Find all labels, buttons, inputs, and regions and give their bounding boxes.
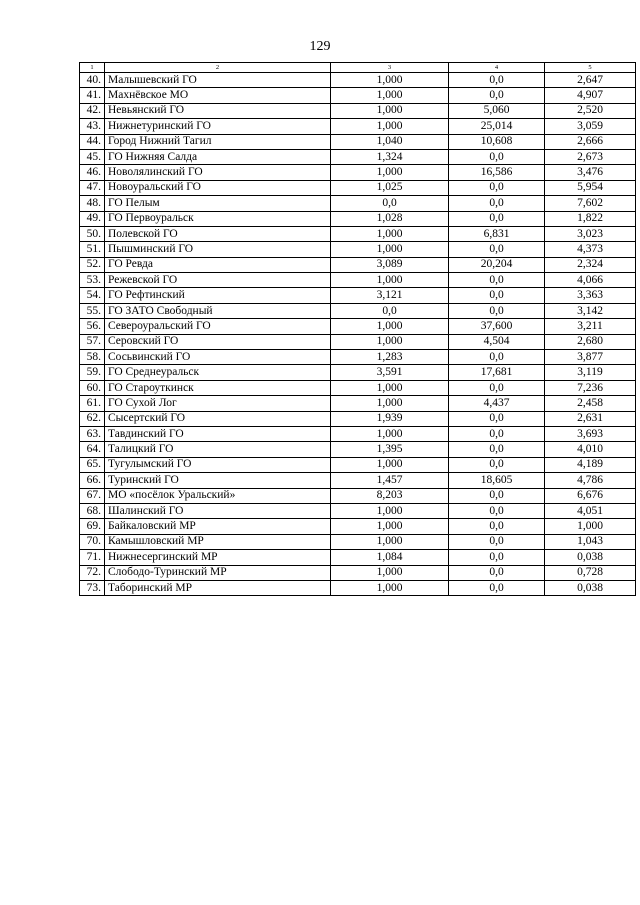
municipality-cell: Камышловский МР: [105, 534, 331, 549]
value-cell: 4,786: [545, 473, 636, 488]
row-number-cell: 48.: [80, 196, 105, 211]
row-number-cell: 46.: [80, 165, 105, 180]
municipality-cell: ГО Ревда: [105, 257, 331, 272]
table-row: [80, 580, 636, 595]
value-cell: 8,203: [331, 488, 449, 503]
table-row: [80, 550, 636, 565]
table-row: [80, 73, 636, 88]
table-row: [80, 119, 636, 134]
municipality-cell: Слободо-Туринский МР: [105, 565, 331, 580]
value-cell: 1,000: [331, 380, 449, 395]
row-number-cell: 41.: [80, 88, 105, 103]
value-cell: 6,831: [449, 226, 545, 241]
value-cell: 1,000: [331, 334, 449, 349]
value-cell: 5,954: [545, 180, 636, 195]
value-cell: 0,0: [449, 580, 545, 595]
municipality-cell: Невьянский ГО: [105, 103, 331, 118]
row-number-cell: 42.: [80, 103, 105, 118]
value-cell: 1,000: [331, 519, 449, 534]
table-row: [80, 396, 636, 411]
table-row: [80, 473, 636, 488]
table-row: [80, 334, 636, 349]
column-header: 1: [80, 63, 105, 73]
value-cell: 0,0: [449, 303, 545, 318]
municipality-cell: Талицкий ГО: [105, 442, 331, 457]
row-number-cell: 71.: [80, 550, 105, 565]
value-cell: 1,000: [331, 242, 449, 257]
row-number-cell: 59.: [80, 365, 105, 380]
row-number-cell: 62.: [80, 411, 105, 426]
value-cell: 4,051: [545, 503, 636, 518]
value-cell: 1,000: [545, 519, 636, 534]
value-cell: 0,728: [545, 565, 636, 580]
municipality-cell: Тавдинский ГО: [105, 426, 331, 441]
table-row: [80, 211, 636, 226]
value-cell: 0,0: [449, 488, 545, 503]
value-cell: 2,324: [545, 257, 636, 272]
value-cell: 3,476: [545, 165, 636, 180]
table-row: [80, 242, 636, 257]
column-header: 3: [331, 63, 449, 73]
value-cell: 6,676: [545, 488, 636, 503]
value-cell: 2,520: [545, 103, 636, 118]
row-number-cell: 50.: [80, 226, 105, 241]
value-cell: 3,693: [545, 426, 636, 441]
value-cell: 1,000: [331, 534, 449, 549]
table-row: [80, 426, 636, 441]
municipality-cell: Серовский ГО: [105, 334, 331, 349]
value-cell: 7,236: [545, 380, 636, 395]
municipality-cell: Новоуральский ГО: [105, 180, 331, 195]
table-row: [80, 226, 636, 241]
value-cell: 4,504: [449, 334, 545, 349]
value-cell: 2,458: [545, 396, 636, 411]
value-cell: 2,631: [545, 411, 636, 426]
municipality-cell: ГО Сухой Лог: [105, 396, 331, 411]
value-cell: 5,060: [449, 103, 545, 118]
value-cell: 20,204: [449, 257, 545, 272]
municipality-cell: Шалинский ГО: [105, 503, 331, 518]
value-cell: 1,000: [331, 580, 449, 595]
value-cell: 0,0: [449, 550, 545, 565]
row-number-cell: 49.: [80, 211, 105, 226]
row-number-cell: 63.: [80, 426, 105, 441]
column-header: 5: [545, 63, 636, 73]
value-cell: 17,681: [449, 365, 545, 380]
value-cell: 2,673: [545, 149, 636, 164]
row-number-cell: 73.: [80, 580, 105, 595]
municipality-cell: ГО Первоуральск: [105, 211, 331, 226]
value-cell: 4,066: [545, 273, 636, 288]
value-cell: 0,0: [449, 350, 545, 365]
value-cell: 1,000: [331, 273, 449, 288]
value-cell: 0,0: [331, 303, 449, 318]
value-cell: 1,025: [331, 180, 449, 195]
table-row: [80, 519, 636, 534]
value-cell: 1,457: [331, 473, 449, 488]
value-cell: 3,211: [545, 319, 636, 334]
row-number-cell: 70.: [80, 534, 105, 549]
row-number-cell: 44.: [80, 134, 105, 149]
row-number-cell: 45.: [80, 149, 105, 164]
row-number-cell: 64.: [80, 442, 105, 457]
municipality-cell: Байкаловский МР: [105, 519, 331, 534]
value-cell: 0,0: [449, 211, 545, 226]
value-cell: 1,000: [331, 565, 449, 580]
value-cell: 0,0: [449, 88, 545, 103]
row-number-cell: 43.: [80, 119, 105, 134]
municipality-cell: ГО Староуткинск: [105, 380, 331, 395]
municipality-cell: ГО Среднеуральск: [105, 365, 331, 380]
municipality-cell: Таборинский МР: [105, 580, 331, 595]
value-cell: 0,0: [449, 149, 545, 164]
value-cell: 0,0: [449, 519, 545, 534]
row-number-cell: 54.: [80, 288, 105, 303]
value-cell: 3,142: [545, 303, 636, 318]
row-number-cell: 60.: [80, 380, 105, 395]
municipality-cell: Город Нижний Тагил: [105, 134, 331, 149]
municipality-cell: Сысертский ГО: [105, 411, 331, 426]
table-row: [80, 273, 636, 288]
table-row: [80, 165, 636, 180]
table-row: [80, 442, 636, 457]
value-cell: 0,038: [545, 580, 636, 595]
value-cell: 1,000: [331, 503, 449, 518]
value-cell: 7,602: [545, 196, 636, 211]
value-cell: 16,586: [449, 165, 545, 180]
value-cell: 0,038: [545, 550, 636, 565]
value-cell: 18,605: [449, 473, 545, 488]
data-table: [79, 62, 636, 596]
value-cell: 0,0: [449, 442, 545, 457]
value-cell: 0,0: [449, 380, 545, 395]
table-row: [80, 350, 636, 365]
value-cell: 1,000: [331, 457, 449, 472]
table-row: [80, 88, 636, 103]
value-cell: 1,043: [545, 534, 636, 549]
value-cell: 0,0: [449, 565, 545, 580]
municipality-cell: Режевской ГО: [105, 273, 331, 288]
value-cell: 0,0: [449, 411, 545, 426]
value-cell: 1,939: [331, 411, 449, 426]
value-cell: 3,591: [331, 365, 449, 380]
value-cell: 0,0: [449, 73, 545, 88]
value-cell: 3,119: [545, 365, 636, 380]
value-cell: 37,600: [449, 319, 545, 334]
value-cell: 0,0: [449, 534, 545, 549]
table-body: [80, 73, 636, 596]
table-row: [80, 488, 636, 503]
row-number-cell: 72.: [80, 565, 105, 580]
value-cell: 3,089: [331, 257, 449, 272]
row-number-cell: 40.: [80, 73, 105, 88]
value-cell: 1,395: [331, 442, 449, 457]
table-row: [80, 365, 636, 380]
table-row: [80, 196, 636, 211]
municipality-cell: Новолялинский ГО: [105, 165, 331, 180]
municipality-cell: Полевской ГО: [105, 226, 331, 241]
value-cell: 0,0: [449, 457, 545, 472]
value-cell: 1,000: [331, 88, 449, 103]
value-cell: 1,000: [331, 73, 449, 88]
row-number-cell: 61.: [80, 396, 105, 411]
value-cell: 1,000: [331, 226, 449, 241]
value-cell: 3,877: [545, 350, 636, 365]
table-row: [80, 303, 636, 318]
table-row: [80, 534, 636, 549]
value-cell: 0,0: [331, 196, 449, 211]
row-number-cell: 55.: [80, 303, 105, 318]
table-row: [80, 319, 636, 334]
value-cell: 2,647: [545, 73, 636, 88]
column-header: 4: [449, 63, 545, 73]
value-cell: 1,822: [545, 211, 636, 226]
municipality-cell: МО «посёлок Уральский»: [105, 488, 331, 503]
table-row: [80, 380, 636, 395]
value-cell: 1,028: [331, 211, 449, 226]
value-cell: 4,189: [545, 457, 636, 472]
row-number-cell: 51.: [80, 242, 105, 257]
row-number-cell: 56.: [80, 319, 105, 334]
table-row: [80, 134, 636, 149]
row-number-cell: 67.: [80, 488, 105, 503]
value-cell: 3,121: [331, 288, 449, 303]
value-cell: 0,0: [449, 196, 545, 211]
table-row: [80, 103, 636, 118]
table-header-row: [80, 63, 636, 73]
value-cell: 2,666: [545, 134, 636, 149]
value-cell: 4,437: [449, 396, 545, 411]
value-cell: 1,000: [331, 165, 449, 180]
value-cell: 3,059: [545, 119, 636, 134]
table-row: [80, 288, 636, 303]
value-cell: 4,907: [545, 88, 636, 103]
table-row: [80, 411, 636, 426]
value-cell: 1,000: [331, 426, 449, 441]
table-row: [80, 257, 636, 272]
value-cell: 1,040: [331, 134, 449, 149]
row-number-cell: 58.: [80, 350, 105, 365]
value-cell: 2,680: [545, 334, 636, 349]
row-number-cell: 52.: [80, 257, 105, 272]
row-number-cell: 68.: [80, 503, 105, 518]
row-number-cell: 57.: [80, 334, 105, 349]
value-cell: 1,000: [331, 319, 449, 334]
value-cell: 10,608: [449, 134, 545, 149]
row-number-cell: 65.: [80, 457, 105, 472]
table-row: [80, 565, 636, 580]
table-row: [80, 457, 636, 472]
row-number-cell: 69.: [80, 519, 105, 534]
value-cell: 0,0: [449, 273, 545, 288]
value-cell: 1,000: [331, 119, 449, 134]
municipality-cell: Североуральский ГО: [105, 319, 331, 334]
value-cell: 4,373: [545, 242, 636, 257]
value-cell: 1,283: [331, 350, 449, 365]
municipality-cell: Сосьвинский ГО: [105, 350, 331, 365]
municipality-cell: ГО Пелым: [105, 196, 331, 211]
value-cell: 1,324: [331, 149, 449, 164]
table-row: [80, 180, 636, 195]
row-number-cell: 53.: [80, 273, 105, 288]
value-cell: 4,010: [545, 442, 636, 457]
table-row: [80, 503, 636, 518]
municipality-cell: ГО Рефтинский: [105, 288, 331, 303]
value-cell: 0,0: [449, 180, 545, 195]
value-cell: 0,0: [449, 242, 545, 257]
municipality-cell: Нижнетуринский ГО: [105, 119, 331, 134]
municipality-cell: Малышевский ГО: [105, 73, 331, 88]
value-cell: 3,023: [545, 226, 636, 241]
municipality-cell: ГО ЗАТО Свободный: [105, 303, 331, 318]
value-cell: 3,363: [545, 288, 636, 303]
municipality-cell: Нижнесергинский МР: [105, 550, 331, 565]
column-header: 2: [105, 63, 331, 73]
municipality-cell: Тугулымский ГО: [105, 457, 331, 472]
municipality-cell: ГО Нижняя Салда: [105, 149, 331, 164]
value-cell: 0,0: [449, 503, 545, 518]
municipality-cell: Пышминский ГО: [105, 242, 331, 257]
table-row: [80, 149, 636, 164]
value-cell: 1,000: [331, 396, 449, 411]
value-cell: 25,014: [449, 119, 545, 134]
value-cell: 0,0: [449, 426, 545, 441]
municipality-cell: Махнёвское МО: [105, 88, 331, 103]
page-number: 129: [309, 39, 331, 54]
row-number-cell: 66.: [80, 473, 105, 488]
value-cell: 0,0: [449, 288, 545, 303]
value-cell: 1,084: [331, 550, 449, 565]
row-number-cell: 47.: [80, 180, 105, 195]
municipality-cell: Туринский ГО: [105, 473, 331, 488]
value-cell: 1,000: [331, 103, 449, 118]
